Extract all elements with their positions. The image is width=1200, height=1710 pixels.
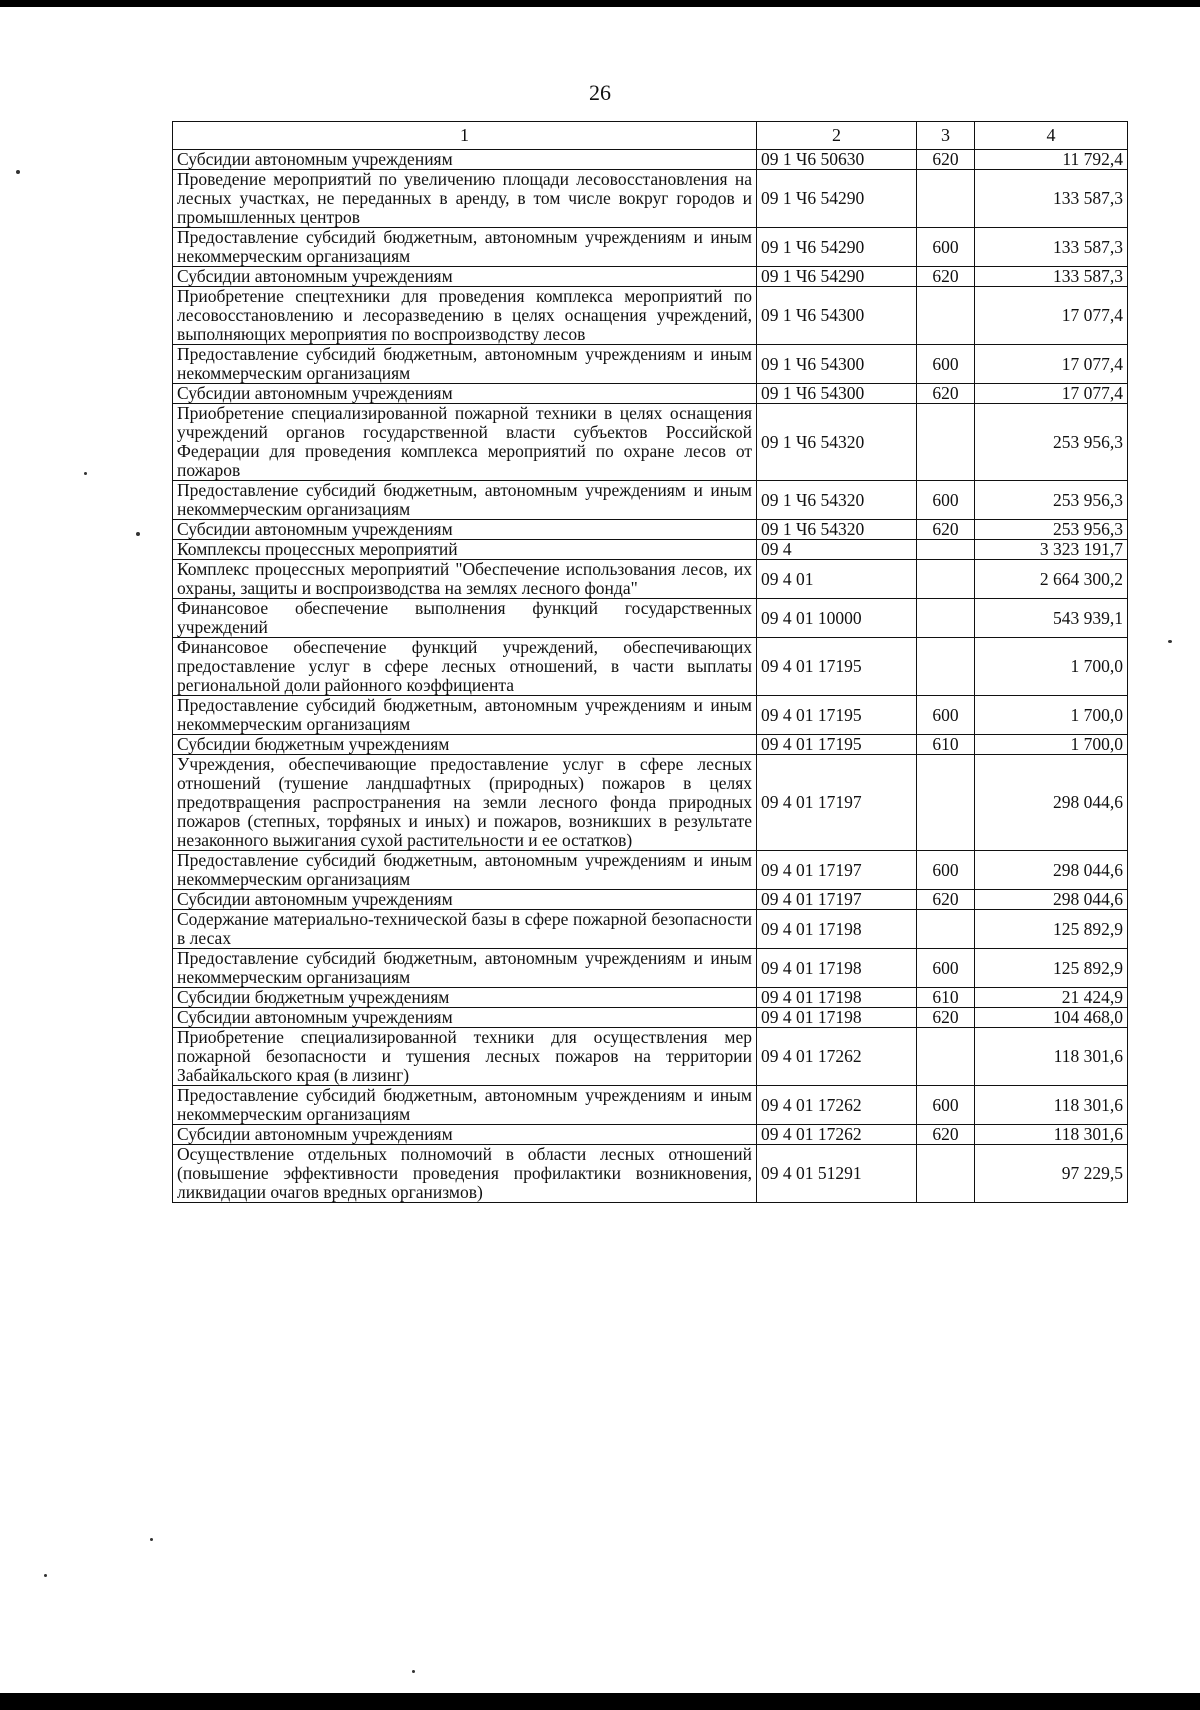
row-expense-type (917, 287, 975, 345)
scan-speck (84, 472, 87, 475)
row-name: Финансовое обеспечение функций учреждений, обеспечивающих предоставление услуг в сфере лесных отношений, в части выплаты региональной доли районного коэффициента (173, 638, 757, 696)
row-name: Предоставление субсидий бюджетным, автономным учреждениям и иным некоммерческим организациям (173, 481, 757, 520)
scan-border-bottom (0, 1693, 1200, 1710)
row-code: 09 4 01 17262 (757, 1086, 917, 1125)
row-code: 09 1 Ч6 54290 (757, 267, 917, 287)
row-name: Субсидии автономным учреждениям (173, 1008, 757, 1028)
row-code: 09 4 01 17198 (757, 949, 917, 988)
row-expense-type: 600 (917, 949, 975, 988)
row-code: 09 4 (757, 540, 917, 560)
table-row (173, 540, 1128, 560)
scan-speck (1168, 640, 1172, 643)
row-expense-type (917, 404, 975, 481)
row-sum: 133 587,3 (975, 267, 1128, 287)
scan-speck (136, 532, 140, 536)
row-code: 09 4 01 17195 (757, 638, 917, 696)
row-name: Осуществление отдельных полномочий в области лесных отношений (повышение эффективности проведения профилактики возникновения, ликвидации очагов вредных организмов) (173, 1145, 757, 1203)
row-name: Учреждения, обеспечивающие предоставление услуг в сфере лесных отношений (тушение ландшафтных (природных) пожаров в целях предотвращения распространения на земли лесного фонда природных пожаров (степных, торфяных и иных) и пожаров, возникших в результате незаконного выжигания сухой растительности и ее остатков) (173, 755, 757, 851)
row-code: 09 1 Ч6 54320 (757, 404, 917, 481)
row-sum: 3 323 191,7 (975, 540, 1128, 560)
row-name: Предоставление субсидий бюджетным, автономным учреждениям и иным некоммерческим организациям (173, 949, 757, 988)
row-sum: 104 468,0 (975, 1008, 1128, 1028)
table-row (173, 384, 1128, 404)
row-sum: 118 301,6 (975, 1086, 1128, 1125)
row-sum: 133 587,3 (975, 170, 1128, 228)
row-code: 09 4 01 17195 (757, 696, 917, 735)
row-expense-type (917, 755, 975, 851)
scan-speck (16, 170, 20, 174)
row-code: 09 4 01 17198 (757, 910, 917, 949)
table-row (173, 228, 1128, 267)
row-name: Приобретение специализированной техники для осуществления мер пожарной безопасности и тушения лесных пожаров на территории Забайкальского края (в лизинг) (173, 1028, 757, 1086)
row-name: Предоставление субсидий бюджетным, автономным учреждениям и иным некоммерческим организациям (173, 228, 757, 267)
table-row (173, 1086, 1128, 1125)
row-code: 09 4 01 17198 (757, 988, 917, 1008)
row-code: 09 1 Ч6 54290 (757, 228, 917, 267)
table-row (173, 949, 1128, 988)
row-expense-type: 620 (917, 384, 975, 404)
row-expense-type: 620 (917, 1008, 975, 1028)
row-name: Предоставление субсидий бюджетным, автономным учреждениям и иным некоммерческим организациям (173, 1086, 757, 1125)
table-row (173, 851, 1128, 890)
row-sum: 298 044,6 (975, 890, 1128, 910)
row-expense-type: 620 (917, 267, 975, 287)
row-code: 09 1 Ч6 54320 (757, 481, 917, 520)
row-code: 09 1 Ч6 54300 (757, 384, 917, 404)
row-sum: 253 956,3 (975, 520, 1128, 540)
row-sum: 298 044,6 (975, 755, 1128, 851)
row-sum: 253 956,3 (975, 404, 1128, 481)
header-col-4: 4 (975, 122, 1128, 150)
row-code: 09 4 01 17198 (757, 1008, 917, 1028)
table-row (173, 345, 1128, 384)
table-body (173, 150, 1128, 1203)
row-name: Содержание материально-технической базы в сфере пожарной безопасности в лесах (173, 910, 757, 949)
row-name: Субсидии автономным учреждениям (173, 150, 757, 170)
row-expense-type (917, 1145, 975, 1203)
row-sum: 133 587,3 (975, 228, 1128, 267)
table-row (173, 481, 1128, 520)
row-sum: 2 664 300,2 (975, 560, 1128, 599)
row-sum: 17 077,4 (975, 287, 1128, 345)
row-expense-type (917, 599, 975, 638)
row-name: Субсидии автономным учреждениям (173, 267, 757, 287)
row-sum: 125 892,9 (975, 949, 1128, 988)
table-row (173, 520, 1128, 540)
row-name: Субсидии бюджетным учреждениям (173, 735, 757, 755)
table-row (173, 755, 1128, 851)
table-row (173, 1008, 1128, 1028)
row-sum: 118 301,6 (975, 1028, 1128, 1086)
row-code: 09 1 Ч6 54320 (757, 520, 917, 540)
row-code: 09 4 01 51291 (757, 1145, 917, 1203)
row-sum: 298 044,6 (975, 851, 1128, 890)
row-expense-type: 620 (917, 150, 975, 170)
row-sum: 1 700,0 (975, 735, 1128, 755)
table-row (173, 735, 1128, 755)
row-expense-type: 620 (917, 520, 975, 540)
row-code: 09 1 Ч6 54300 (757, 287, 917, 345)
row-code: 09 4 01 17197 (757, 755, 917, 851)
header-col-1: 1 (173, 122, 757, 150)
table-row (173, 910, 1128, 949)
row-sum: 1 700,0 (975, 638, 1128, 696)
row-code: 09 4 01 17195 (757, 735, 917, 755)
row-code: 09 1 Ч6 54290 (757, 170, 917, 228)
table-header-row (173, 122, 1128, 150)
row-name: Субсидии автономным учреждениям (173, 384, 757, 404)
table-row (173, 170, 1128, 228)
row-sum: 17 077,4 (975, 345, 1128, 384)
row-expense-type: 600 (917, 228, 975, 267)
table-row (173, 404, 1128, 481)
table-row (173, 1125, 1128, 1145)
table-row (173, 1028, 1128, 1086)
row-name: Субсидии автономным учреждениям (173, 520, 757, 540)
table-row (173, 599, 1128, 638)
table-row (173, 696, 1128, 735)
row-expense-type: 610 (917, 988, 975, 1008)
scan-speck (412, 1670, 415, 1673)
row-sum: 253 956,3 (975, 481, 1128, 520)
row-name: Предоставление субсидий бюджетным, автономным учреждениям и иным некоммерческим организациям (173, 696, 757, 735)
header-col-2: 2 (757, 122, 917, 150)
row-expense-type: 620 (917, 1125, 975, 1145)
table-row (173, 638, 1128, 696)
row-sum: 125 892,9 (975, 910, 1128, 949)
row-expense-type: 620 (917, 890, 975, 910)
scan-speck (44, 1574, 47, 1577)
row-code: 09 4 01 17197 (757, 851, 917, 890)
row-sum: 118 301,6 (975, 1125, 1128, 1145)
row-expense-type (917, 638, 975, 696)
row-expense-type (917, 910, 975, 949)
row-sum: 11 792,4 (975, 150, 1128, 170)
table-row (173, 890, 1128, 910)
row-expense-type: 610 (917, 735, 975, 755)
row-sum: 97 229,5 (975, 1145, 1128, 1203)
row-code: 09 1 Ч6 54300 (757, 345, 917, 384)
row-code: 09 4 01 (757, 560, 917, 599)
row-expense-type: 600 (917, 696, 975, 735)
header-col-3: 3 (917, 122, 975, 150)
row-expense-type: 600 (917, 345, 975, 384)
row-name: Предоставление субсидий бюджетным, автономным учреждениям и иным некоммерческим организациям (173, 345, 757, 384)
row-expense-type (917, 1028, 975, 1086)
row-name: Предоставление субсидий бюджетным, автономным учреждениям и иным некоммерческим организациям (173, 851, 757, 890)
row-sum: 1 700,0 (975, 696, 1128, 735)
row-sum: 21 424,9 (975, 988, 1128, 1008)
row-sum: 543 939,1 (975, 599, 1128, 638)
row-name: Проведение мероприятий по увеличению площади лесовосстановления на лесных участках, не переданных в аренду, в том числе вокруг городов и промышленных центров (173, 170, 757, 228)
row-expense-type: 600 (917, 1086, 975, 1125)
row-expense-type (917, 540, 975, 560)
row-code: 09 4 01 17262 (757, 1125, 917, 1145)
page-number: 26 (589, 80, 611, 105)
table-row (173, 988, 1128, 1008)
row-name: Комплекс процессных мероприятий "Обеспечение использования лесов, их охраны, защиты и воспроизводства на землях лесного фонда" (173, 560, 757, 599)
table-row (173, 560, 1128, 599)
row-name: Приобретение специализированной пожарной техники в целях оснащения учреждений органов государственной власти субъектов Российской Федерации для проведения комплекса мероприятий по охране лесов от пожаров (173, 404, 757, 481)
table-row (173, 1145, 1128, 1203)
row-name: Субсидии бюджетным учреждениям (173, 988, 757, 1008)
row-code: 09 1 Ч6 50630 (757, 150, 917, 170)
row-name: Приобретение спецтехники для проведения комплекса мероприятий по лесовосстановлению и лесоразведению в целях оснащения учреждений, выполняющих мероприятия по воспроизводству лесов (173, 287, 757, 345)
row-code: 09 4 01 17262 (757, 1028, 917, 1086)
row-expense-type: 600 (917, 481, 975, 520)
row-name: Финансовое обеспечение выполнения функций государственных учреждений (173, 599, 757, 638)
table-row (173, 267, 1128, 287)
row-expense-type: 600 (917, 851, 975, 890)
row-name: Комплексы процессных мероприятий (173, 540, 757, 560)
scan-speck (150, 1538, 153, 1541)
row-name: Субсидии автономным учреждениям (173, 1125, 757, 1145)
table-row (173, 287, 1128, 345)
row-expense-type (917, 170, 975, 228)
row-expense-type (917, 560, 975, 599)
table-row (173, 150, 1128, 170)
row-code: 09 4 01 17197 (757, 890, 917, 910)
row-code: 09 4 01 10000 (757, 599, 917, 638)
row-sum: 17 077,4 (975, 384, 1128, 404)
row-name: Субсидии автономным учреждениям (173, 890, 757, 910)
budget-table (172, 121, 1128, 1203)
scan-border-top (0, 0, 1200, 7)
